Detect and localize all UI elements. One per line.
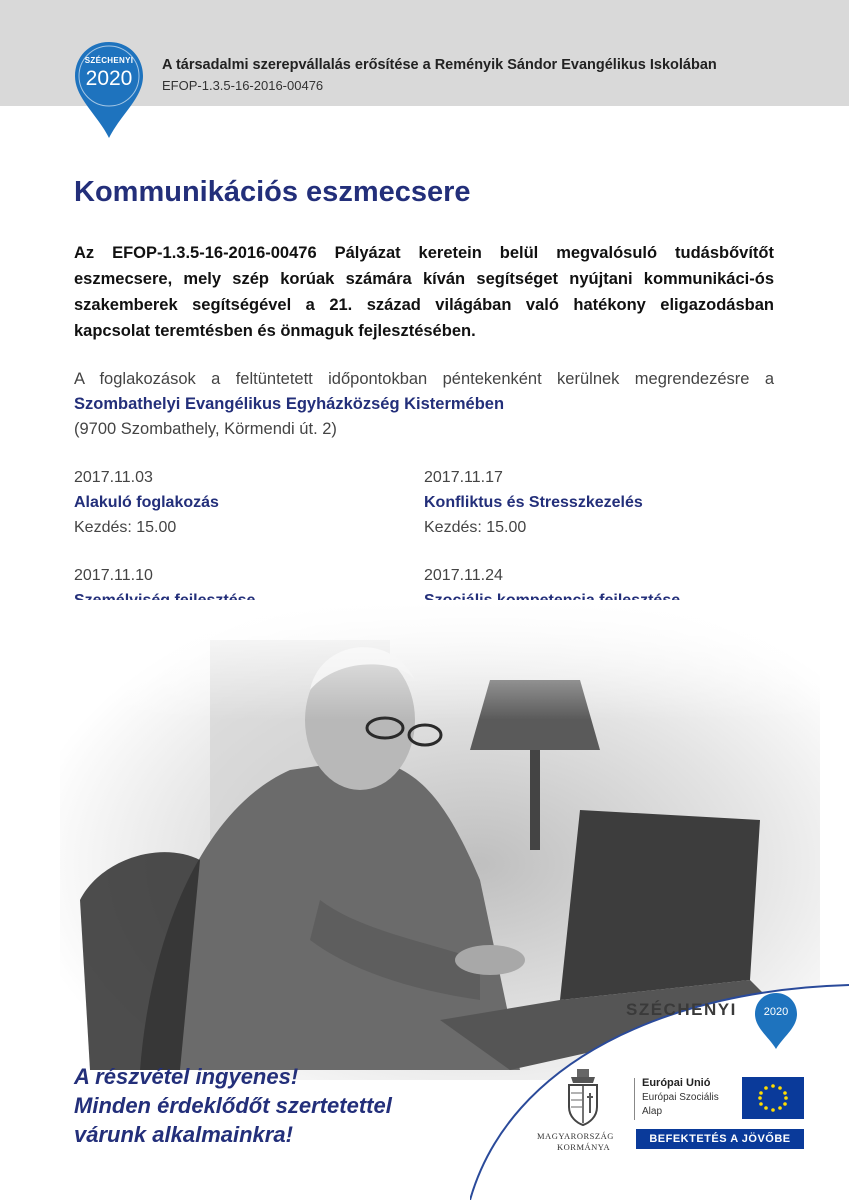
session-item bbox=[424, 465, 643, 540]
session-start: Kezdés: 15.00 bbox=[74, 519, 177, 536]
session-date: 2017.11.03 bbox=[74, 469, 153, 486]
session-title: Alakuló foglakozás bbox=[74, 494, 219, 511]
venue-address: (9700 Szombathely, Körmendi út. 2) bbox=[74, 420, 337, 438]
session-date: 2017.11.17 bbox=[424, 469, 503, 486]
map-pin-icon bbox=[754, 992, 798, 1050]
project-title: A társadalmi szerepvállalás erősítése a Reményik Sándor Evangélikus Iskolában bbox=[162, 57, 717, 73]
logo-year: 2020 bbox=[85, 67, 133, 90]
eu-slogan-banner: BEFEKTETÉS A JÖVŐBE bbox=[636, 1129, 804, 1149]
szechenyi-2020-logo bbox=[73, 40, 145, 140]
session-date: 2017.11.24 bbox=[424, 567, 503, 584]
free-line: A részvétel ingyenes! bbox=[74, 1064, 299, 1089]
session-date: 2017.11.10 bbox=[74, 567, 153, 584]
szechenyi-text: SZÉCHENYI bbox=[626, 1000, 737, 1019]
divider bbox=[634, 1078, 635, 1120]
eu-name: Európai Unió bbox=[642, 1077, 711, 1089]
participation-message bbox=[74, 1062, 392, 1149]
government-text: KORMÁNYA bbox=[557, 1142, 611, 1152]
intro-paragraph: Az EFOP-1.3.5-16-2016-00476 Pályázat keretein belül megvalósuló tudásbővítőt eszmecsere, mely szép korúak számára kíván segítséget nyújtani kommunikáci-ós szakemberek segítségével a 21. század világában való hatékony eligazodásban kapcsolat teremtésben és önmaguk fejlesztésében. bbox=[74, 244, 774, 340]
logo-text: SZÉCHENYI bbox=[84, 56, 134, 65]
eu-fund-name: Alap bbox=[642, 1106, 663, 1117]
free-line: várunk alkalmainkra! bbox=[74, 1122, 293, 1147]
eu-flag-icon bbox=[742, 1077, 804, 1119]
session-start: Kezdés: 15.00 bbox=[424, 519, 527, 536]
project-code: EFOP-1.3.5-16-2016-00476 bbox=[162, 78, 324, 93]
venue-text: A foglakozások a feltüntetett időpontokban péntekenként kerülnek megrendezésre a bbox=[74, 370, 774, 388]
venue-info bbox=[74, 367, 774, 442]
session-title: Konfliktus és Stresszkezelés bbox=[424, 494, 643, 511]
hungarian-coat-of-arms-icon bbox=[563, 1067, 603, 1127]
government-text: MAGYARORSZÁG bbox=[537, 1131, 614, 1141]
page-title: Kommunikációs eszmecsere bbox=[74, 176, 471, 208]
eu-fund-name: Európai Szociális bbox=[642, 1092, 719, 1103]
szechenyi-pin-logo bbox=[754, 992, 798, 1050]
free-line: Minden érdeklődőt szertetettel bbox=[74, 1093, 392, 1118]
venue-name: Szombathelyi Evangélikus Egyházközség Kistermében bbox=[74, 395, 505, 413]
pin-year: 2020 bbox=[763, 1006, 789, 1018]
session-item bbox=[74, 465, 219, 540]
